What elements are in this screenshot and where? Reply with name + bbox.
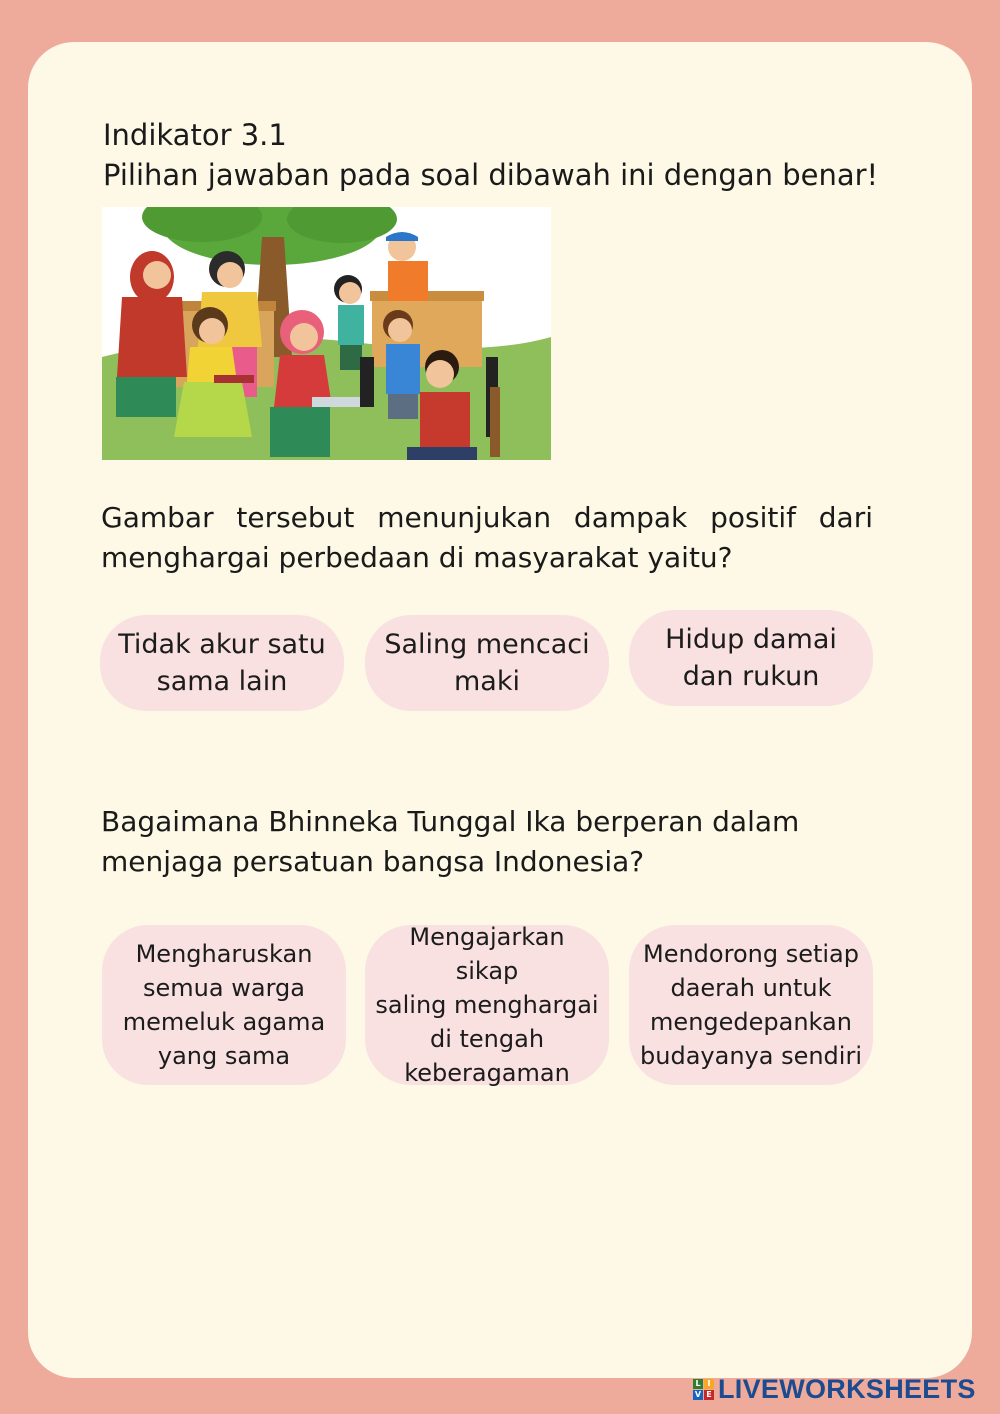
q2-option-c-line-2: daerah untuk xyxy=(670,974,832,1002)
question-1-line-2: menghargai perbedaan di masyarakat yaitu? xyxy=(101,541,733,574)
q1-option-c-line-2: dan rukun xyxy=(682,661,820,692)
q2-option-c-button[interactable] xyxy=(629,925,873,1085)
logo-letter-l: L xyxy=(693,1379,703,1389)
logo-letter-v: V xyxy=(694,1389,702,1399)
community-illustration xyxy=(102,207,551,460)
q1-option-a-line-2: sama lain xyxy=(156,666,288,697)
logo-text: LIVEWORKSHEETS xyxy=(718,1373,976,1404)
q2-option-b-line-4: keberagaman xyxy=(404,1059,570,1087)
q1-option-a-button[interactable] xyxy=(100,615,344,711)
q1-option-c-line-1: Hidup damai xyxy=(665,624,837,655)
question-2-line-1: Bagaimana Bhinneka Tunggal Ika berperan dalam xyxy=(101,805,800,838)
logo-letter-e: E xyxy=(704,1390,714,1400)
indicator-label: Indikator 3.1 xyxy=(103,118,287,152)
q2-option-b-line-2: saling menghargai xyxy=(375,991,599,1019)
q1-option-b-button[interactable] xyxy=(365,615,609,711)
q2-option-c-line-3: mengedepankan xyxy=(650,1008,852,1036)
question-1-text xyxy=(101,498,873,578)
q2-option-b-line-3: di tengah xyxy=(429,1025,545,1053)
liveworksheets-logo xyxy=(693,1373,976,1405)
q1-option-a-line-1: Tidak akur satu xyxy=(118,629,326,660)
q2-option-a-line-4: yang sama xyxy=(157,1042,291,1070)
q2-option-a-line-3: memeluk agama xyxy=(122,1008,326,1036)
worksheet-header xyxy=(103,115,903,195)
q2-option-c-line-1: Mendorong setiap xyxy=(643,940,859,968)
q2-option-c-line-4: budayanya sendiri xyxy=(640,1042,862,1070)
q2-option-a-button[interactable] xyxy=(102,925,346,1085)
q1-option-b-line-2: maki xyxy=(454,666,520,697)
logo-letter-i: I xyxy=(704,1379,714,1389)
q2-option-b-line-1: Mengajarkan sikap xyxy=(409,923,565,985)
q1-option-c-button[interactable] xyxy=(629,610,873,706)
question-1-line-1: Gambar tersebut menunjukan dampak positif dari xyxy=(101,501,873,534)
instruction-text: Pilihan jawaban pada soal dibawah ini dengan benar! xyxy=(103,158,879,192)
question-2-text xyxy=(101,802,873,882)
q2-option-b-button[interactable] xyxy=(365,925,609,1085)
question-2-line-2: menjaga persatuan bangsa Indonesia? xyxy=(101,845,645,878)
q1-option-b-line-1: Saling mencaci xyxy=(384,629,590,660)
q2-option-a-line-1: Mengharuskan xyxy=(135,940,313,968)
q2-option-a-line-2: semua warga xyxy=(143,974,305,1002)
logo-mark-icon xyxy=(693,1379,714,1400)
